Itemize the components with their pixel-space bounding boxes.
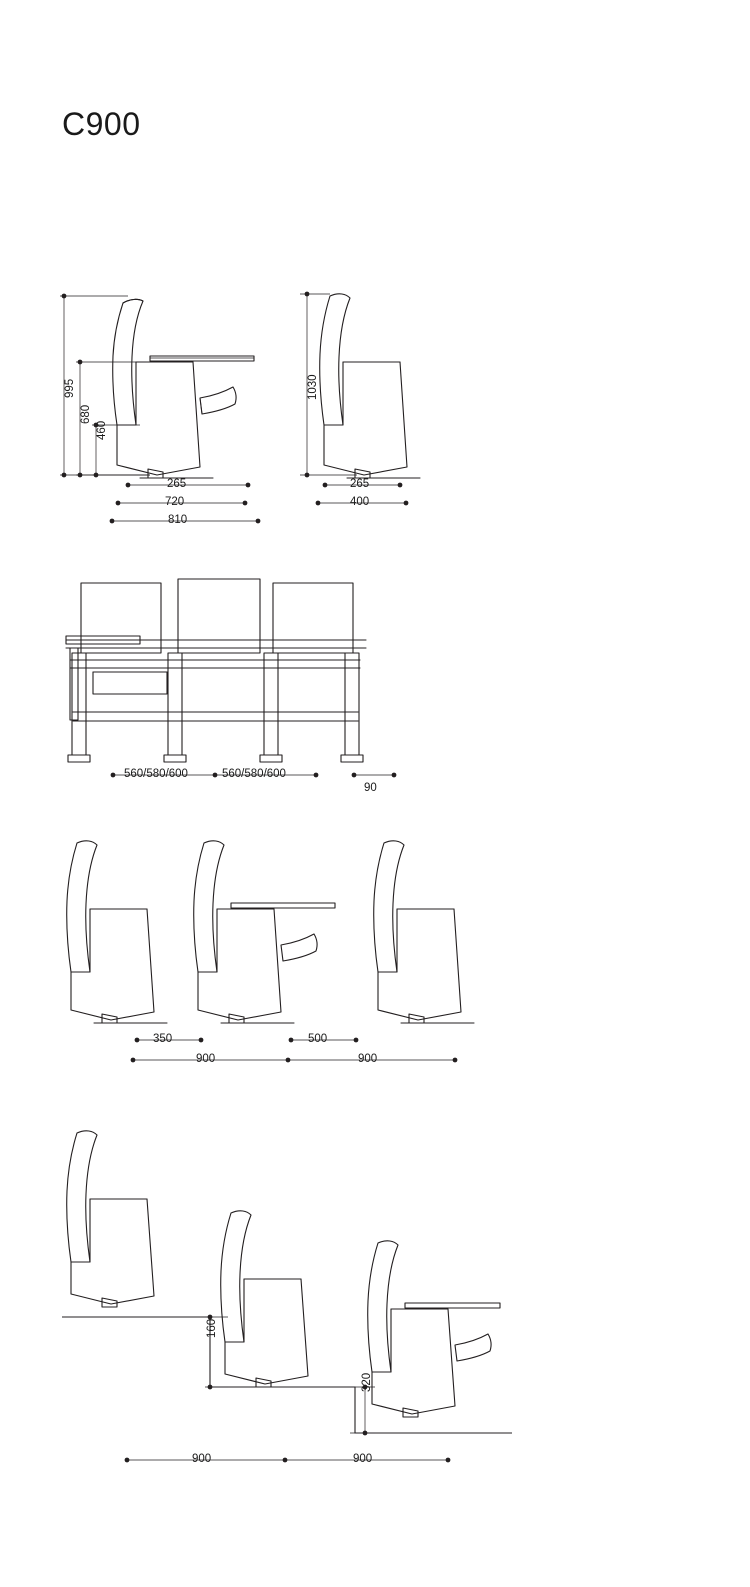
dim-label-995: 995 (64, 378, 76, 398)
view-row-spacing-flat (67, 841, 474, 1063)
dim-label-seat-pitch-2: 560/580/600 (222, 768, 286, 780)
dim-label-810: 810 (168, 514, 188, 526)
dim-label-265-a: 265 (167, 478, 187, 490)
dim-label-90: 90 (364, 782, 377, 794)
dim-label-500: 500 (308, 1033, 328, 1045)
dim-label-400: 400 (350, 496, 370, 508)
dim-label-460: 460 (96, 420, 108, 440)
dim-label-265-b: 265 (350, 478, 370, 490)
dim-label-seat-pitch-1: 560/580/600 (124, 768, 188, 780)
dim-label-900-c: 900 (192, 1453, 212, 1465)
dim-label-900-d: 900 (353, 1453, 373, 1465)
dim-label-320: 320 (361, 1372, 373, 1392)
dim-label-900-b: 900 (358, 1053, 378, 1065)
dim-label-1030: 1030 (307, 374, 319, 400)
dim-label-160: 160 (206, 1318, 218, 1338)
dim-label-350: 350 (153, 1033, 173, 1045)
dim-label-720: 720 (165, 496, 185, 508)
page-title: C900 (62, 106, 141, 142)
view-front-row (66, 579, 396, 777)
view-row-spacing-stepped (62, 1131, 512, 1463)
dim-label-680: 680 (80, 404, 92, 424)
dim-label-900-a: 900 (196, 1053, 216, 1065)
